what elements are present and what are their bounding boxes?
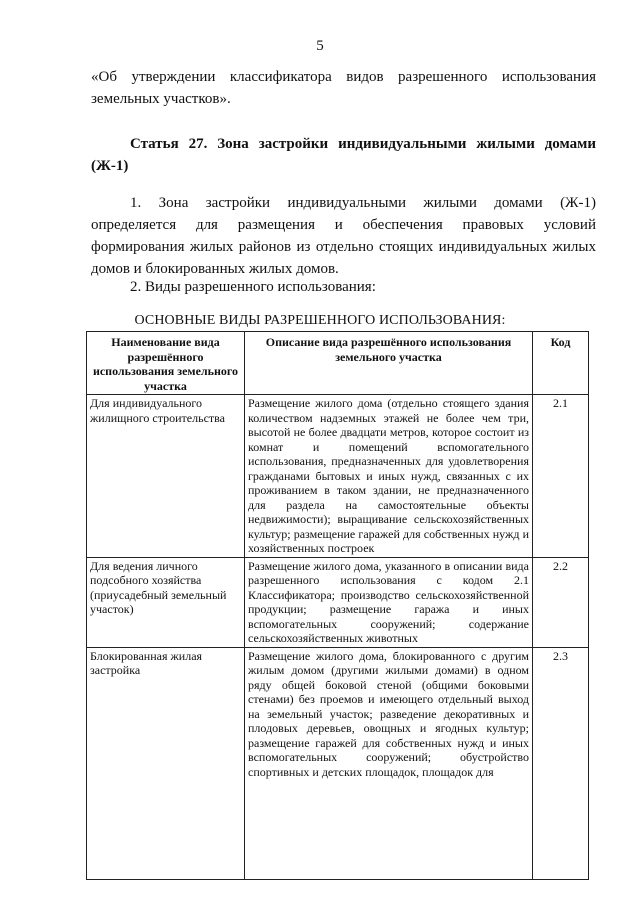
- use-code: 2.3: [533, 647, 589, 879]
- use-name: Для индивидуального жилищного строительства: [87, 395, 245, 558]
- permitted-uses-table: [86, 331, 589, 880]
- table-header-row: [87, 332, 589, 395]
- header-code: Код: [533, 332, 589, 395]
- use-code: 2.1: [533, 395, 589, 558]
- page-number: 5: [316, 38, 324, 54]
- paragraph-1: 1. Зона застройки индивидуальными жилыми домами (Ж-1) определяется для размещения и обеспечения правовых условий формирования жилых районов из отдельно стоящих индивидуальных жилых домов и блокированных жилых домов.: [91, 195, 596, 277]
- table-row: [87, 557, 589, 647]
- table-row: [87, 395, 589, 558]
- table-heading: ОСНОВНЫЕ ВИДЫ РАЗРЕШЕННОГО ИСПОЛЬЗОВАНИЯ:: [134, 313, 506, 328]
- use-name: Блокированная жилая застройка: [87, 647, 245, 879]
- use-name: Для ведения личного подсобного хозяйства (приусадебный земельный участок): [87, 557, 245, 647]
- table-row: [87, 647, 589, 879]
- use-description: Размещение жилого дома (отдельно стоящего здания количеством надземных этажей не более чем три, высотой не более двадцати метров, которое состоит из комнат и помещений вспомогательного использования, предназначенных для удовлетворения гражданами бытовых и иных нужд, связанных с их проживанием в таком здании, не предназначенного для раздела на самостоятельные объекты недвижимости); выращивание сельскохозяйственных культур; размещение гаражей для собственных нужд и хозяйственных построек: [245, 395, 533, 558]
- intro-text: «Об утверждении классификатора видов разрешенного использования земельных участков».: [91, 69, 596, 107]
- use-description: Размещение жилого дома, указанного в описании вида разрешенного использования с кодом 2.1 Классификатора; производство сельскохозяйственной продукции; размещение гаража и иных вспомогательных сооружений; содержание сельскохозяйственных животных: [245, 557, 533, 647]
- header-description: Описание вида разрешённого использования земельного участка: [245, 332, 533, 395]
- use-description: Размещение жилого дома, блокированного с другим жилым домом (другими жилыми домами) в одном ряду общей боковой стеной (общими боковыми стенами) без проемов и имеющего отдельный выход на земельный участок; разведение декоративных и плодовых деревьев, овощных и ягодных культур; размещение гаражей для собственных нужд и иных вспомогательных сооружений; обустройство спортивных и детских площадок, площадок для: [245, 647, 533, 879]
- use-code: 2.2: [533, 557, 589, 647]
- article-title-text: Статья 27. Зона застройки индивидуальными жилыми домами (Ж-1): [91, 136, 596, 174]
- header-name: Наименование вида разрешённого использования земельного участка: [87, 332, 245, 395]
- paragraph-2: 2. Виды разрешенного использования:: [130, 279, 376, 295]
- article-title: [91, 133, 596, 177]
